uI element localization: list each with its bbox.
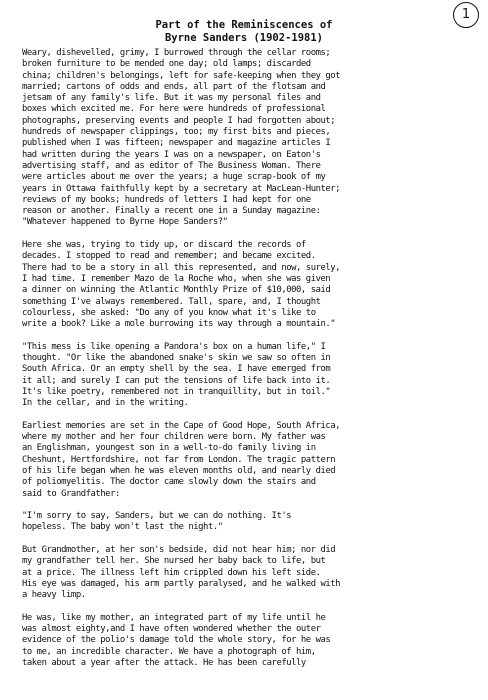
paragraph: Earliest memories are set in the Cape of Good Hope, South Africa, where my mother and her four children were born. My father was an Englishman, youngest son in a well-to-do family living in Cheshunt, Hertfordshire, not far from London. The tragic pattern of his life began when he was eleven months old, and nearly died of poliomyelitis. The doctor came slowly down the stairs and said to Grandfather: (22, 420, 341, 499)
page-number: 1 (453, 2, 479, 28)
title-line-1: Part of the Reminiscences of (155, 19, 333, 31)
paragraph: He was, like my mother, an integrated part of my life until he was almost eighty,and I have often wondered whether the outer evidence of the polio's damage told the whole story, for he was to me, an incredible character. We have a photograph of him, taken about a year after the attack. He has been carefully (22, 612, 331, 669)
paragraph: "I'm sorry to say, Sanders, but we can do nothing. It's hopeless. The baby won't last the night." (22, 511, 292, 533)
paragraph: "This mess is like opening a Pandora's box on a human life," I thought. "Or like the abandoned snake's skin we saw so often in South Africa. Or an empty shell by the sea. I have emerged from it all; and surely I can put the tensions of life back into it. It's like poetry, remembered not in tranquillity, but in toil." In the cellar, and in the writing. (22, 341, 331, 409)
title-line-2: Byrne Sanders (1902-1981) (164, 32, 324, 44)
document-body (22, 48, 472, 681)
document-title (0, 19, 488, 45)
paragraph: But Grandmother, at her son's bedside, did not hear him; nor did my grandfather tell her. She nursed her baby back to life, but at a price. The illness left him crippled down his left side. His eye was damaged, his arm partly paralysed, and he walked with a heavy limp. (22, 545, 341, 601)
paragraph: Here she was, trying to tidy up, or discard the records of decades. I stopped to read and remember; and became excited. There had to be a story in all this represented, and now, surely, I had time. I remember Mazo de la Roche who, when she was given a dinner on winning the Atlantic Monthly Prize of $10,000, said something I've always remembered. Tall, spare, and, I thought colourless, she asked: "Do any of you know what it's like to write a book? Like a mole burrowing its way through a mountain." (22, 240, 341, 330)
paragraph: Weary, dishevelled, grimy, I burrowed through the cellar rooms; broken furniture to be mended one day; old lamps; discarded china; children's belongings, left for safe-keeping when they got married; cartons of odds and ends, all part of the flotsam and jetsam of any family's life. But it was my personal files and boxes which excited me. For here were hundreds of professional photographs, preserving events and people I had forgotten about; hundreds of newspaper clippings, too; my first bits and pieces, published when I was fifteen; newspaper and magazine articles I had written during the years I was on a newspaper, on Eaton's advertising staff, and as editor of The Business Woman. There were articles about me over the years; a huge scrap-book of my years in Ottawa faithfully kept by a secretary at MacLean-Hunter; reviews of my books; hundreds of letters I had kept for one reason or another. Finally a recent one in a Sunday magazine: "Whatever happened to Byrne Hope Sanders?" (22, 48, 341, 228)
